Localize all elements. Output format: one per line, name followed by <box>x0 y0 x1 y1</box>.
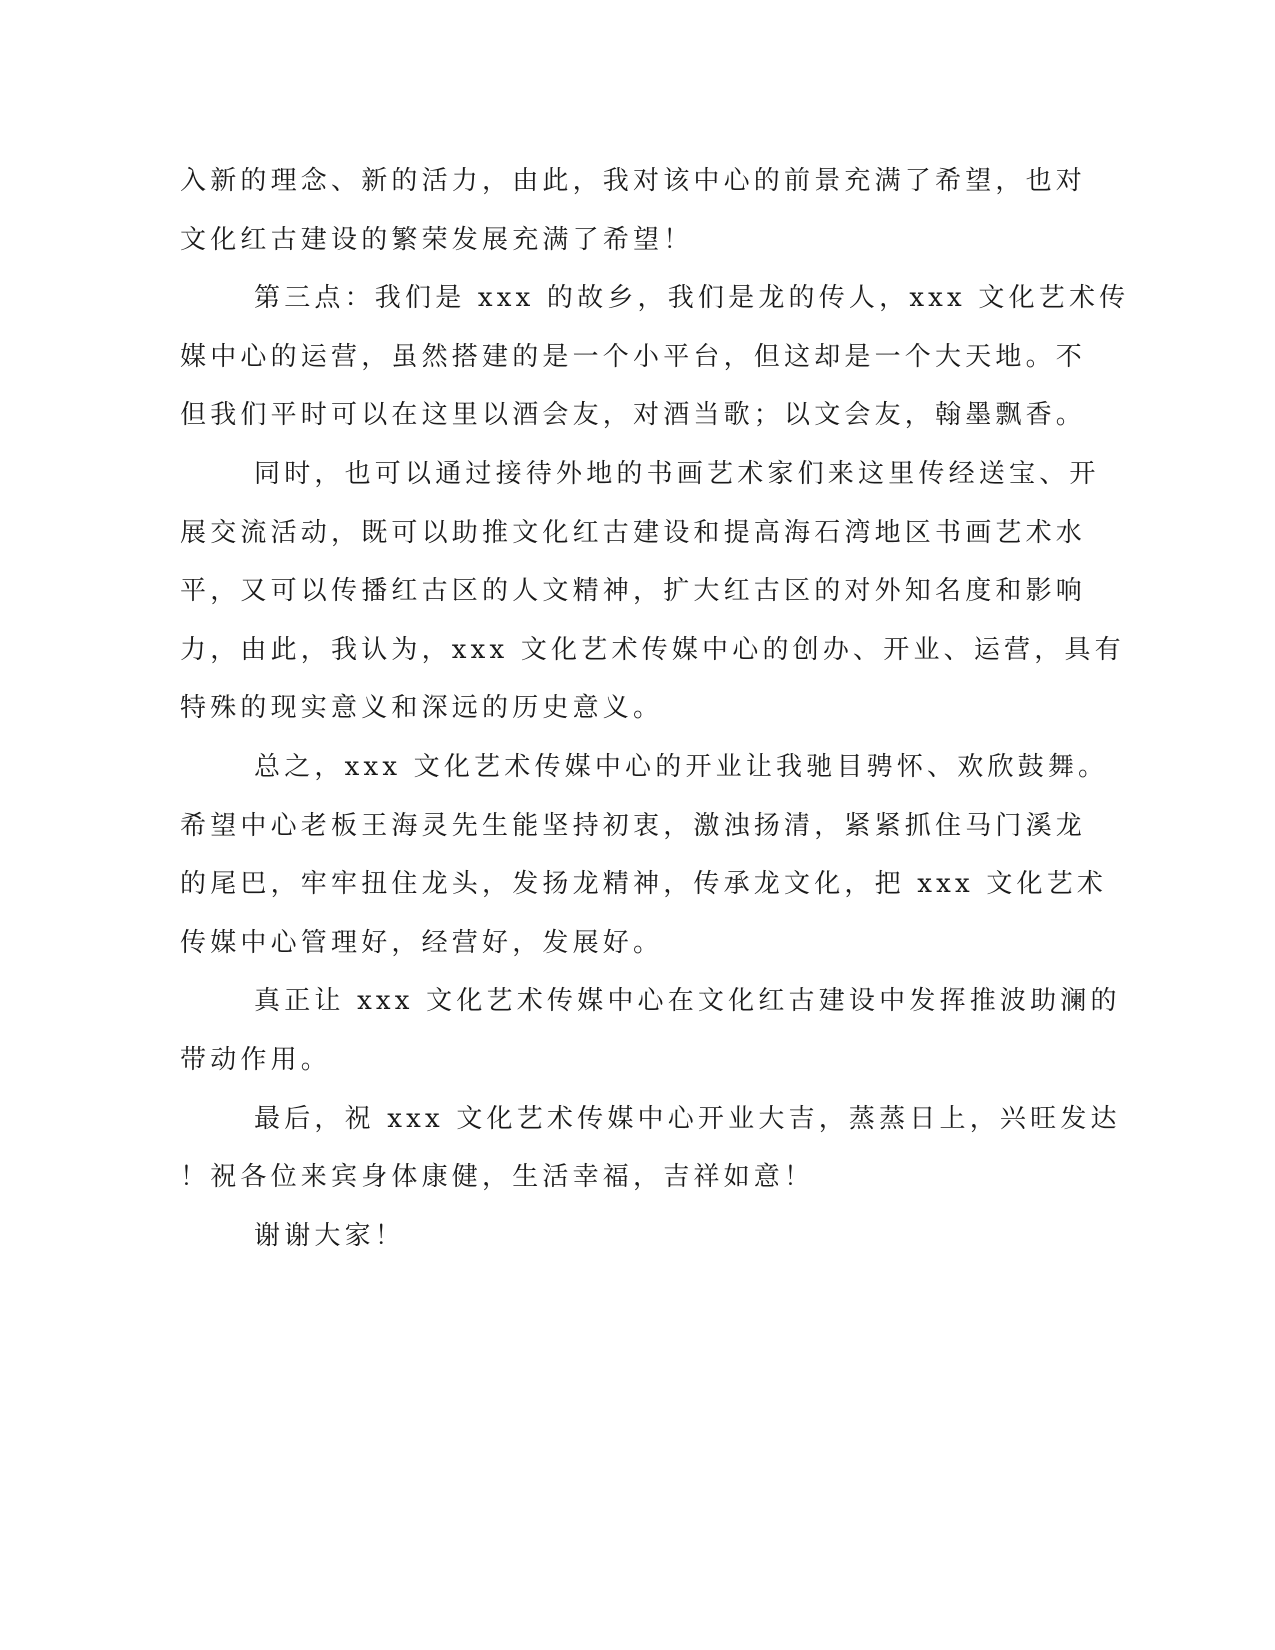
paragraph-start-line: 第三点：我们是 xxx 的故乡，我们是龙的传人，xxx 文化艺术传 <box>254 283 1130 314</box>
text-line: 特殊的现实意义和深远的历史意义。 <box>180 693 664 724</box>
text-line: ！祝各位来宾身体康健，生活幸福，吉祥如意！ <box>180 1162 815 1193</box>
paragraph-start-line: 总之，xxx 文化艺术传媒中心的开业让我驰目骋怀、欢欣鼓舞。 <box>254 751 1109 782</box>
text-line: 希望中心老板王海灵先生能坚持初衷，激浊扬清，紧紧抓住马门溪龙 <box>180 810 1087 841</box>
paragraph-start-line: 同时，也可以通过接待外地的书画艺术家们来这里传经送宝、开 <box>254 458 1100 489</box>
text-line: 力，由此，我认为，xxx 文化艺术传媒中心的创办、开业、运营，具有 <box>180 634 1125 665</box>
text-line: 文化红古建设的繁荣发展充满了希望！ <box>180 224 694 255</box>
text-line: 平，又可以传播红古区的人文精神，扩大红古区的对外知名度和影响 <box>180 576 1087 607</box>
text-line: 传媒中心管理好，经营好，发展好。 <box>180 927 664 958</box>
text-line: 带动作用。 <box>180 1044 332 1075</box>
text-line: 的尾巴，牢牢扭住龙头，发扬龙精神，传承龙文化，把 xxx 文化艺术 <box>180 869 1108 900</box>
text-line: 但我们平时可以在这里以酒会友，对酒当歌；以文会友，翰墨飘香。 <box>180 400 1087 431</box>
closing-line: 谢谢大家！ <box>254 1220 406 1251</box>
paragraph-start-line: 真正让 xxx 文化艺术传媒中心在文化红古建设中发挥推波助澜的 <box>254 986 1121 1017</box>
paragraph-start-line: 最后，祝 xxx 文化艺术传媒中心开业大吉，蒸蒸日上，兴旺发达 <box>254 1103 1121 1134</box>
text-line: 入新的理念、新的活力，由此，我对该中心的前景充满了希望，也对 <box>180 166 1087 196</box>
document-body <box>180 152 1130 1265</box>
text-line: 展交流活动，既可以助推文化红古建设和提高海石湾地区书画艺术水 <box>180 517 1087 548</box>
text-line: 媒中心的运营，虽然搭建的是一个小平台，但这却是一个大天地。不 <box>180 341 1087 372</box>
